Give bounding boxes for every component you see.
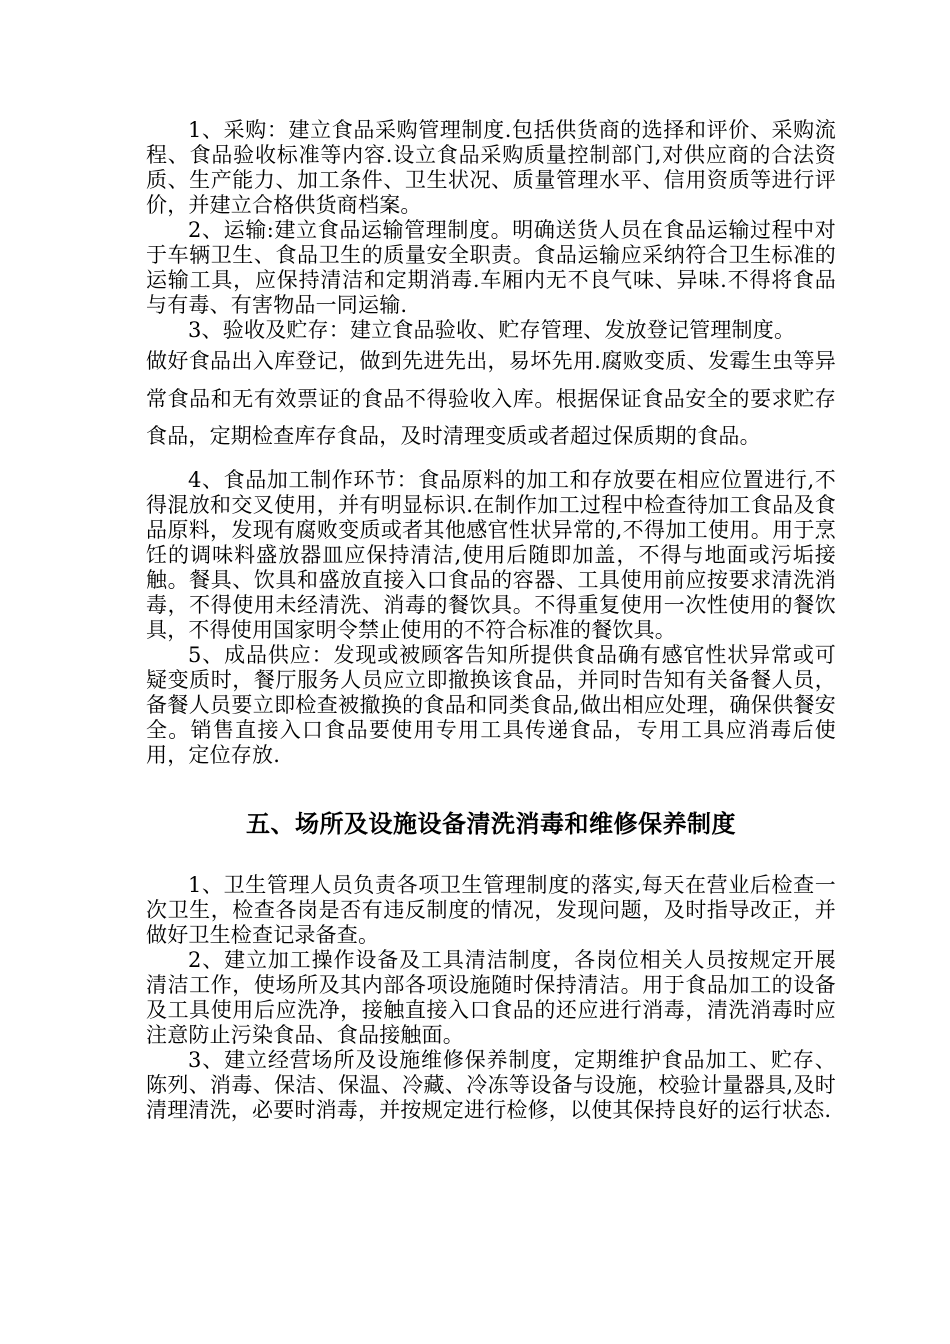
- paragraph-acceptance-storage-intro: 3、验收及贮存：建立食品验收、贮存管理、发放登记管理制度。: [188, 318, 796, 342]
- paragraph-facility-maintenance: 3、建立经营场所及设施维修保养制度，定期维护食品加工、贮存、陈列、消毒、保洁、保温、冷藏、冷冻等设备与设施，校验计量器具,及时清理清洗，必要时消毒，并按规定进行检修，以使其保持良好的运行状态.: [146, 1047, 836, 1122]
- paragraph-hygiene-manager: 1、卫生管理人员负责各项卫生管理制度的落实,每天在营业后检查一次卫生，检查各岗是否有违反制度的情况，发现问题，及时指导改正，并做好卫生检查记录备查。: [146, 872, 836, 947]
- paragraph-finished-product-supply: 5、成品供应：发现或被顾客告知所提供食品确有感官性状异常或可疑变质时，餐厅服务人员应立即撤换该食品，并同时告知有关备餐人员，备餐人员要立即检查被撤换的食品和同类食品,做出相应处理，确保供餐安全。销售直接入口食品要使用专用工具传递食品，专用工具应消毒后使用，定位存放.: [146, 642, 836, 767]
- paragraph-food-processing: 4、食品加工制作环节：食品原料的加工和存放要在相应位置进行,不得混放和交叉使用，并有明显标识.在制作加工过程中检查待加工食品及食品原料，发现有腐败变质或者其他感官性状异常的,不得加工使用。用于烹饪的调味料盛放器皿应保持清洁,使用后随即加盖，不得与地面或污垢接触。餐具、饮具和盛放直接入口食品的容器、工具使用前应按要求清洗消毒，不得使用未经清洗、消毒的餐饮具。不得重复使用一次性使用的餐饮具，不得使用国家明令禁止使用的不符合标准的餐饮具。: [146, 467, 836, 642]
- document-page: [146, 118, 836, 1123]
- paragraph-procurement: 1、采购：建立食品采购管理制度.包括供货商的选择和评价、采购流程、食品验收标准等内容.设立食品采购质量控制部门,对供应商的合法资质、生产能力、加工条件、卫生状况、质量管理水平、信用资质等进行评价，并建立合格供货商档案。: [146, 118, 836, 217]
- paragraph-transport: 2、运输:建立食品运输管理制度。明确送货人员在食品运输过程中对于车辆卫生、食品卫生的质量安全职责。食品运输应采纳符合卫生标准的运输工具，应保持清洁和定期消毒.车厢内无不良气味、异味.不得将食品与有毒、有害物品一同运输.: [146, 218, 836, 317]
- paragraph-acceptance-storage-body: 做好食品出入库登记，做到先进先出，易坏先用.腐败变质、发霉生虫等异常食品和无有效票证的食品不得验收入库。根据保证食品安全的要求贮存食品，定期检查库存食品，及时清理变质或者超过保质期的食品。: [146, 349, 836, 448]
- section-heading-five: 五、场所及设施设备清洗消毒和维修保养制度: [246, 809, 736, 838]
- paragraph-equipment-cleaning: 2、建立加工操作设备及工具清洁制度，各岗位相关人员按规定开展清洁工作，使场所及其内部各项设施随时保持清洁。用于食品加工的设备及工具使用后应洗净，接触直接入口食品的还应进行消毒，清洗消毒时应注意防止污染食品、食品接触面。: [146, 947, 836, 1047]
